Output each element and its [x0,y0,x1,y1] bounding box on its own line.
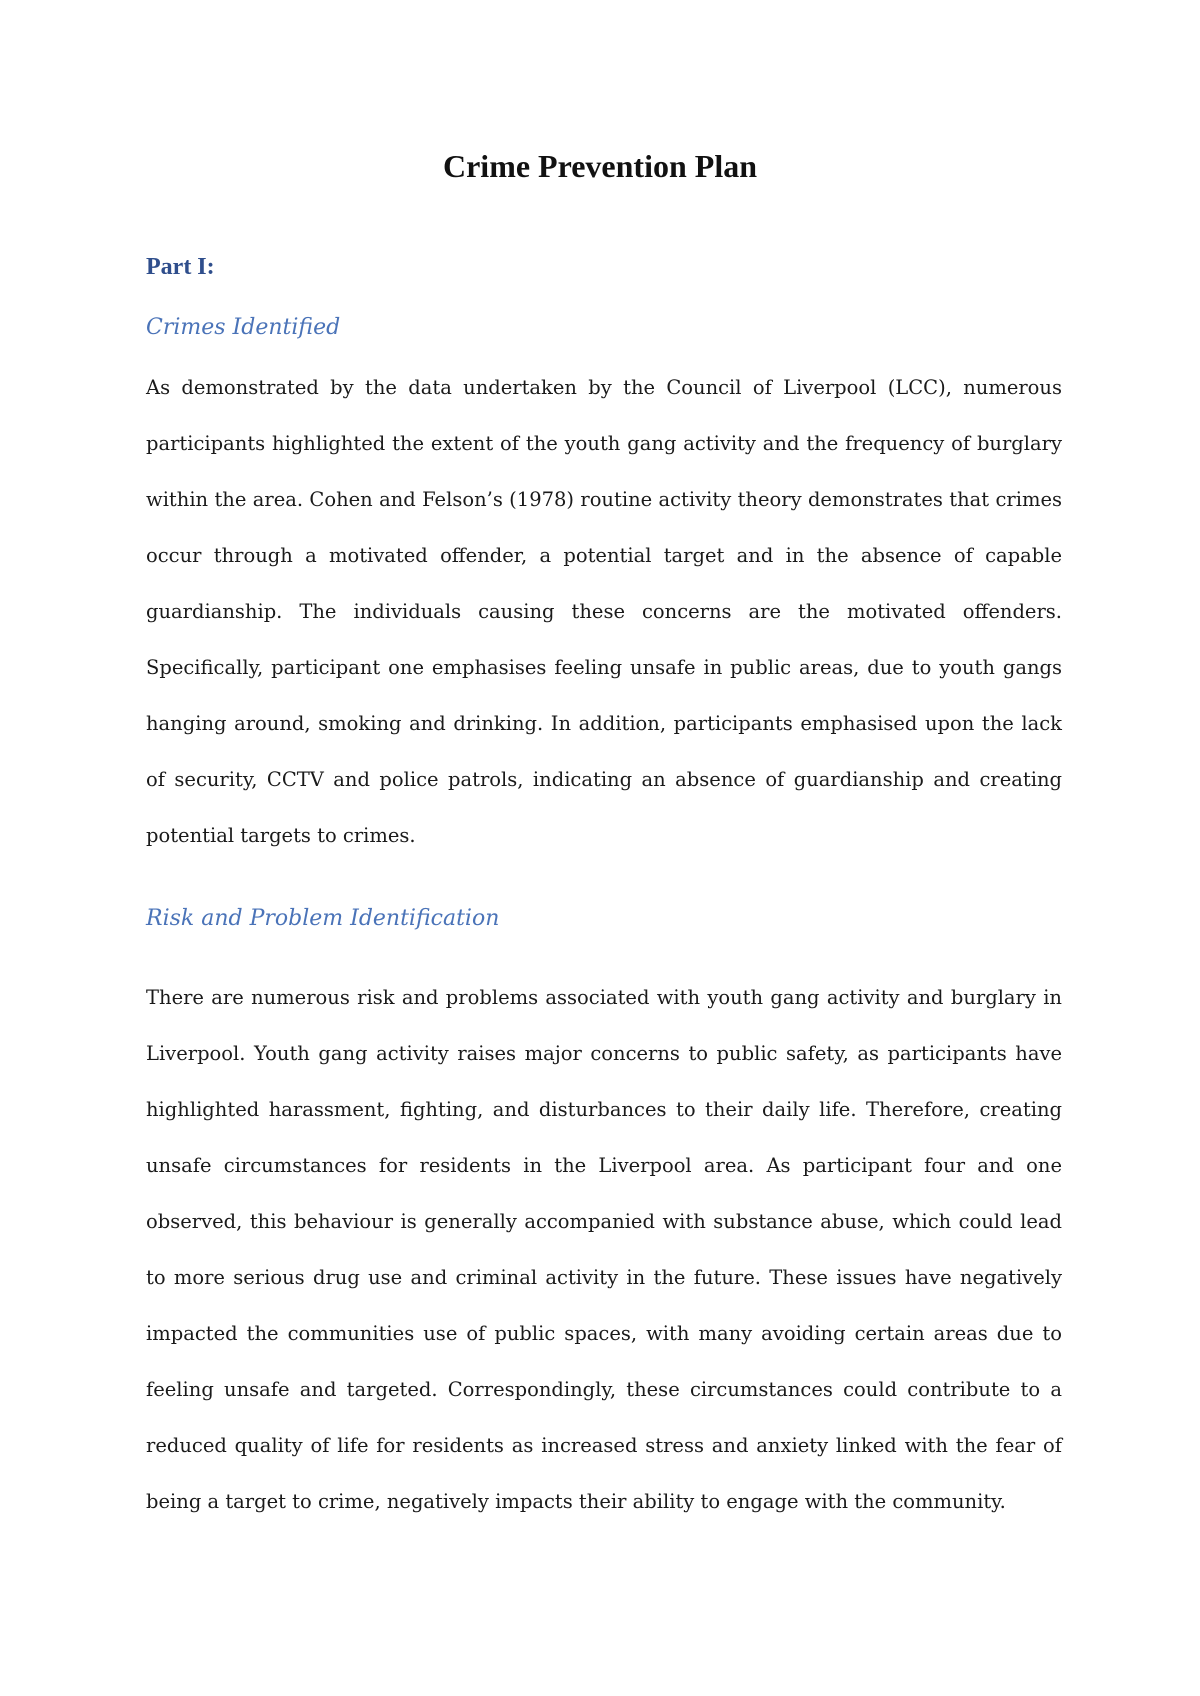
section-heading-risk-and-problem: Risk and Problem Identification [146,906,500,931]
part-heading: Part I: [146,254,215,280]
section-paragraph-crimes-identified: As demonstrated by the data undertaken by the Council of Liverpool (LCC), numerous participants highlighted the extent of the youth gang activity and the frequency of burglary within the area. Cohen and Felson’s (1978) routine activity theory demonstrates that crimes occur through a motivated offender, a potential target and in the absence of capable guardianship. The individuals causing these concerns are the motivated offenders. Specifically, participant one emphasises feeling unsafe in public areas, due to youth gangs hanging around, smoking and drinking. In addition, participants emphasised upon the lack of security, CCTV and police patrols, indicating an absence of guardianship and creating potential targets to crimes. [146,376,1062,847]
section-paragraph-risk-and-problem: There are numerous risk and problems associated with youth gang activity and burglary in Liverpool. Youth gang activity raises major concerns to public safety, as participants have highlighted harassment, fighting, and disturbances to their daily life. Therefore, creating unsafe circumstances for residents in the Liverpool area. As participant four and one observed, this behaviour is generally accompanied with substance abuse, which could lead to more serious drug use and criminal activity in the future. These issues have negatively impacted the communities use of public spaces, with many avoiding certain areas due to feeling unsafe and targeted. Correspondingly, these circumstances could contribute to a reduced quality of life for residents as increased stress and anxiety linked with the fear of being a target to crime, negatively impacts their ability to engage with the community. [146,986,1062,1513]
document-title: Crime Prevention Plan [442,148,757,184]
section-heading-crimes-identified: Crimes Identified [146,315,341,340]
